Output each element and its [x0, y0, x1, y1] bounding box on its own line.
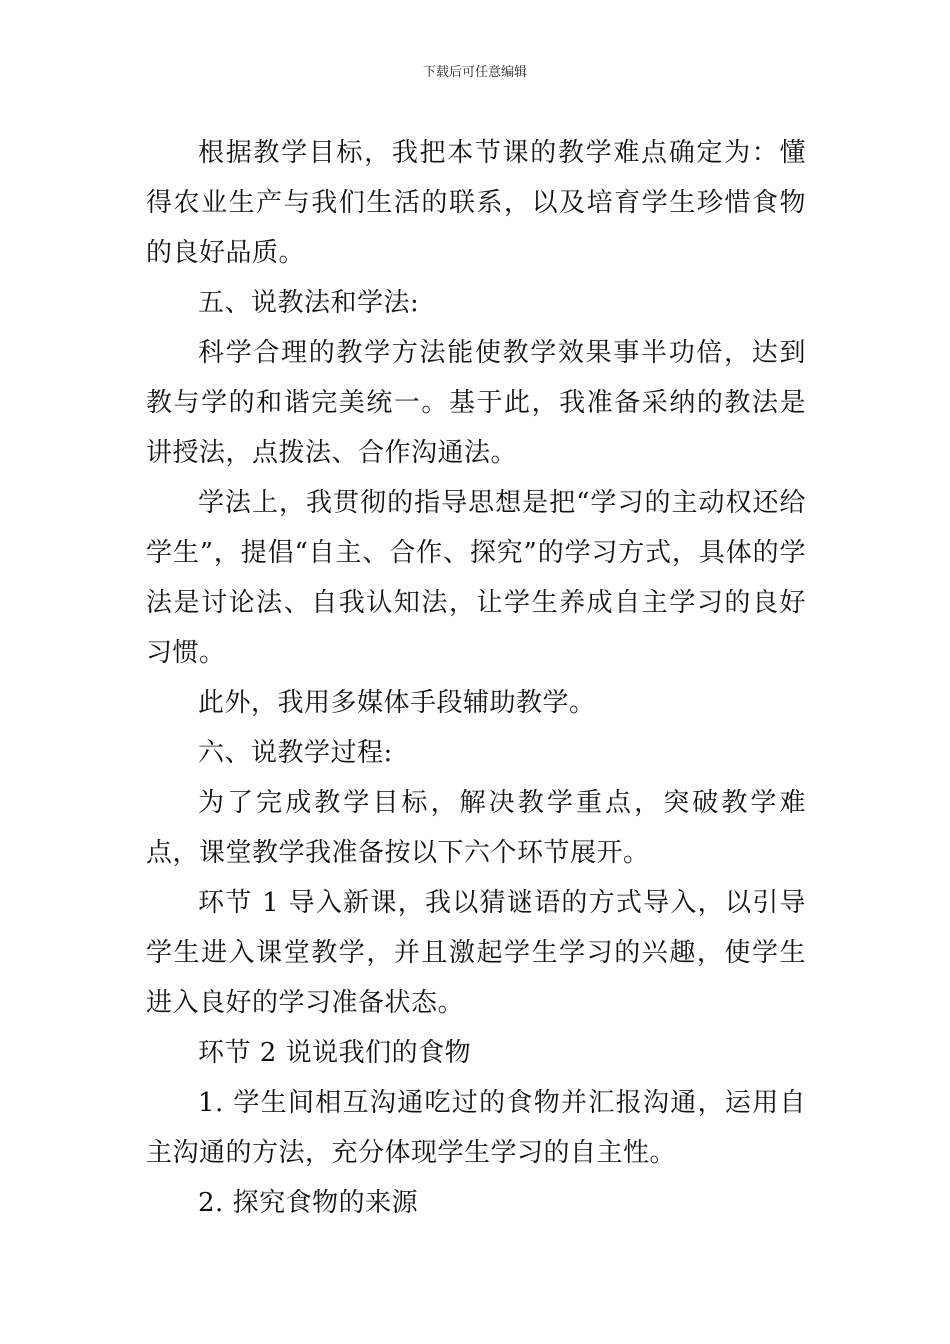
paragraph-step-2-item-2: 2. 探究食物的来源 — [198, 1188, 419, 1218]
paragraph-step-2: 环节 2 说说我们的食物 — [198, 1038, 472, 1068]
paragraph-learning-methods: 学法上，我贯彻的指导思想是把“学习的主动权还给学生”，提倡“自主、合作、探究”的学习方式，具体的学法是讨论法、自我认知法，让学生养成自主学习的良好习惯。 — [146, 488, 806, 668]
section-heading-teaching-methods: 五、说教法和学法: — [198, 288, 420, 318]
paragraph-teaching-difficulty: 根据教学目标，我把本节课的教学难点确定为：懂得农业生产与我们生活的联系，以及培育学生珍惜食物的良好品质。 — [146, 138, 806, 268]
paragraph-multimedia: 此外，我用多媒体手段辅助教学。 — [198, 688, 596, 718]
section-heading-teaching-process: 六、说教学过程: — [198, 738, 393, 768]
paragraph-process-intro: 为了完成教学目标，解决教学重点，突破教学难点，课堂教学我准备按以下六个环节展开。 — [146, 788, 806, 868]
document-body — [146, 128, 806, 1228]
paragraph-teaching-methods: 科学合理的教学方法能使教学效果事半功倍，达到教与学的和谐完美统一。基于此，我准备采纳的教法是讲授法，点拨法、合作沟通法。 — [146, 338, 806, 468]
paragraph-step-2-item-1: 1. 学生间相互沟通吃过的食物并汇报沟通，运用自主沟通的方法，充分体现学生学习的自主性。 — [146, 1088, 806, 1168]
page-header: 下载后可任意编辑 — [422, 65, 527, 80]
paragraph-step-1: 环节 1 导入新课，我以猜谜语的方式导入，以引导学生进入课堂教学，并且激起学生学习的兴趣，使学生进入良好的学习准备状态。 — [146, 888, 806, 1018]
